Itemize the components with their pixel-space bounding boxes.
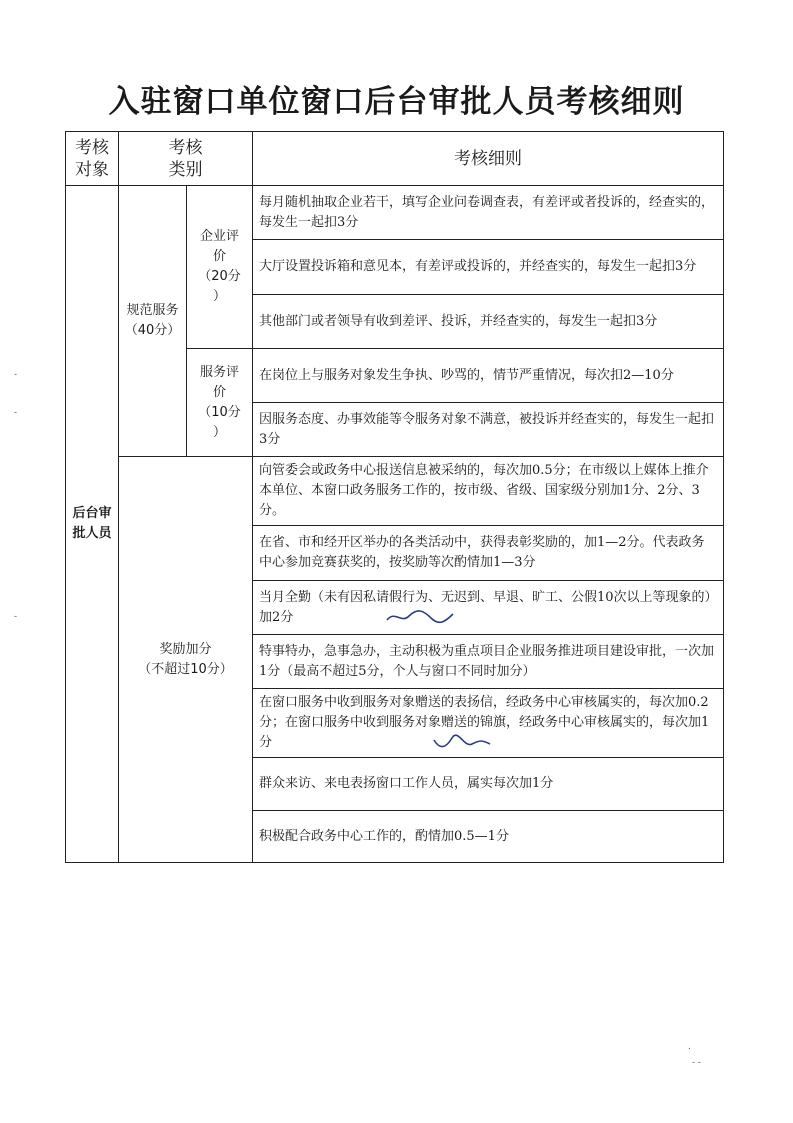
header-detail: 考核细则 [252,131,724,186]
reward-item-2: 在省、市和经开区举办的各类活动中，获得表彰奖励的，加1—2分。代表政务中心参加竞赛获奖的，按奖励等次酌情加1—3分 [252,525,724,581]
assessment-table [65,131,724,863]
reward-item-1: 向管委会或政务中心报送信息被采纳的，每次加0.5分；在市级以上媒体上推介本单位、本窗口政务服务工作的，按市级、省级、国家级分别加1分、2分、3分。 [252,456,724,526]
header-category: 考核 类别 [118,131,253,186]
norm-service-label: 规范服务 （40分） [118,185,187,457]
page-title: 入驻窗口单位窗口后台审批人员考核细则 [108,84,685,120]
enterprise-item-2: 大厅设置投诉箱和意见本，有差评或投诉的，并经查实的，每发生一起扣3分 [252,239,724,295]
service-item-1: 在岗位上与服务对象发生争执、吵骂的，情节严重情况，每次扣2—10分 [252,348,724,403]
enterprise-eval-label: 企业评 价 （20分 ） [186,185,253,349]
scan-speck: - [14,612,18,622]
service-eval-label: 服务评 价 （10分 ） [186,348,253,457]
reward-label: 奖励加分 （不超过10分） [118,456,253,863]
header-object: 考核 对象 [65,131,119,186]
object-cell: 后台审 批人员 [65,185,119,863]
handwritten-squiggle-2 [432,732,492,752]
reward-item-7: 积极配合政务中心工作的，酌情加0.5—1分 [252,810,724,863]
scan-speck: - [14,408,18,418]
reward-item-3: 当月全勤（未有因私请假行为、无迟到、早退、旷工、公假10次以上等现象的）加2分 [252,580,724,635]
enterprise-item-3: 其他部门或者领导有收到差评、投诉，并经查实的，每发生一起扣3分 [252,294,724,349]
enterprise-item-1: 每月随机抽取企业若干，填写企业问卷调查表，有差评或者投诉的，经查实的，每发生一起扣3分 [252,185,724,240]
reward-item-6: 群众来访、来电表扬窗口工作人员，属实每次加1分 [252,757,724,811]
scan-speck: - - [692,1058,701,1068]
handwritten-squiggle-1 [385,606,455,626]
scan-speck: . [688,1042,691,1052]
service-item-2: 因服务态度、办事效能等令服务对象不满意，被投诉并经查实的，每发生一起扣3分 [252,402,724,457]
scan-speck: - [14,370,18,380]
reward-item-4: 特事特办，急事急办，主动积极为重点项目企业服务推进项目建设审批，一次加1分（最高不超过5分，个人与窗口不同时加分） [252,634,724,689]
reward-item-5: 在窗口服务中收到服务对象赠送的表扬信，经政务中心审核属实的，每次加0.2分；在窗口服务中收到服务对象赠送的锦旗，经政务中心审核属实的，每次加1分 [252,688,724,758]
